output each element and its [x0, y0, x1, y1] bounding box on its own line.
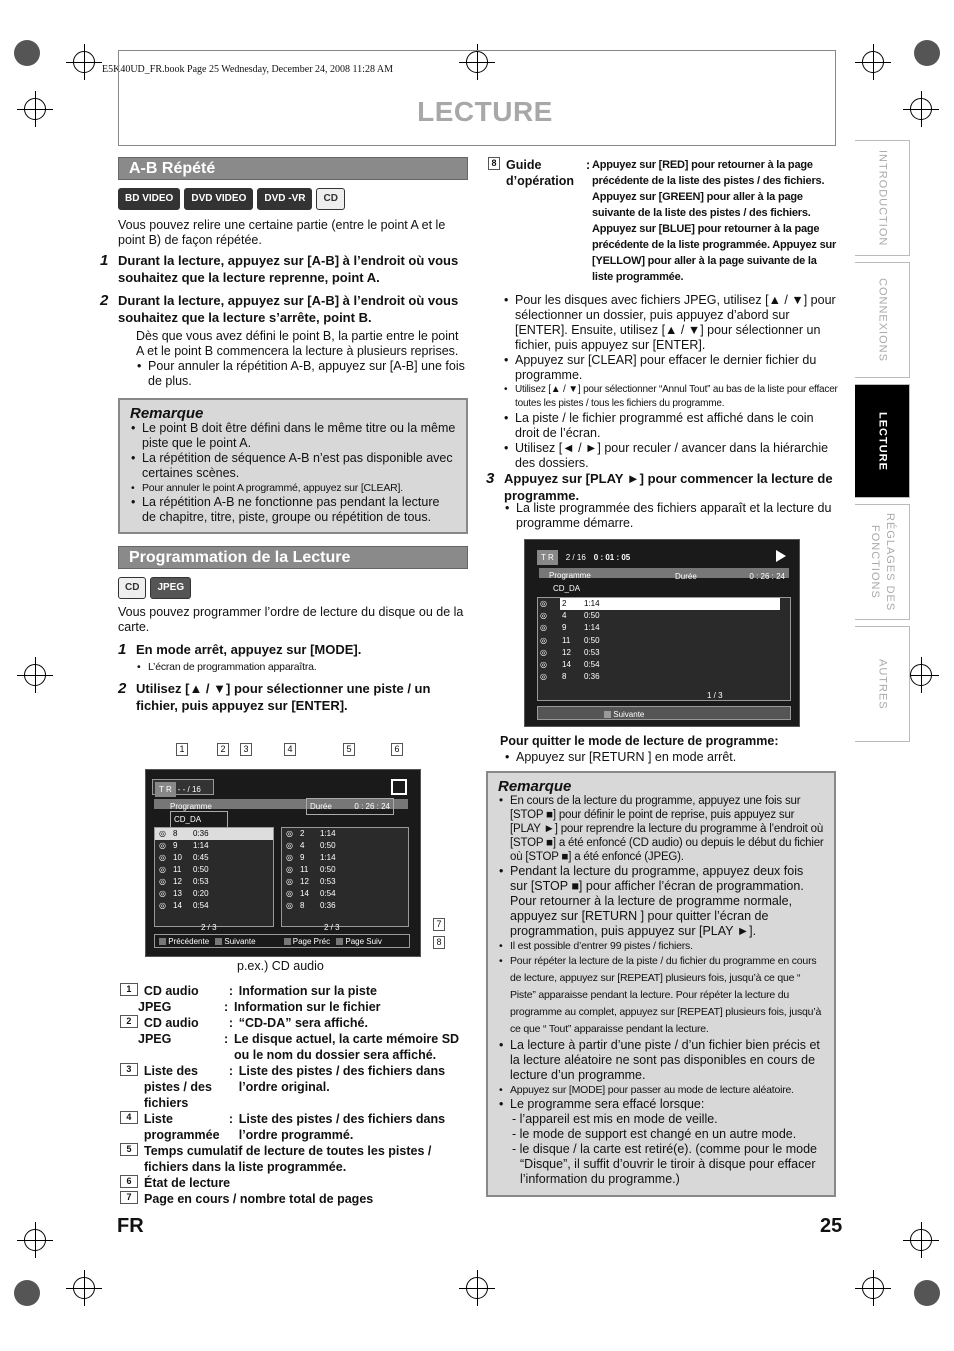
step-text: Durant la lecture, appuyez sur [A-B] à l’endroit où vous souhaitez que la lecture s’arrête, point B.	[118, 293, 459, 325]
registration-dot	[914, 1280, 940, 1306]
track-time: 0:36	[320, 901, 336, 910]
disc-icon: ◎	[286, 877, 293, 886]
list-item[interactable]	[155, 828, 273, 840]
track-number: 13	[173, 889, 182, 898]
track-number: 2	[560, 598, 584, 610]
guide-legend	[488, 157, 840, 285]
language-label: FR	[117, 1215, 144, 1237]
legend-value: Information sur la piste	[238, 984, 377, 998]
disc-icon: ◎	[540, 672, 547, 682]
section-prog-heading: Programmation de la Lecture	[118, 546, 468, 569]
colon: :	[228, 1064, 233, 1078]
disc-icon: ◎	[286, 889, 293, 898]
page-title: LECTURE	[417, 96, 553, 127]
list-item[interactable]	[538, 671, 790, 683]
step-number: 2	[118, 680, 127, 697]
jpeg-icon: JPEG	[150, 577, 191, 599]
track-list-left[interactable]	[154, 827, 274, 927]
colon: :	[228, 1112, 233, 1126]
list-item[interactable]	[282, 840, 408, 852]
legend-key: JPEG	[138, 1000, 172, 1014]
remark-subitem: - le disque / la carte est retiré(e). (comme pour le mode “Disque”, il suffit d’ouvrir le tiroir à disque pour effacer l’information du programme.)	[512, 1142, 817, 1186]
duree-value: 0 : 26 : 24	[749, 572, 785, 581]
programme-label: Programme	[170, 802, 212, 811]
list-item[interactable]	[538, 659, 790, 671]
track-number: 2	[300, 829, 305, 838]
track-time: 0:54	[584, 659, 600, 669]
disc-icon: ◎	[286, 841, 293, 850]
step-text: Appuyez sur [PLAY ►] pour commencer la lecture de programme.	[504, 471, 833, 503]
bullet: • La piste / le fichier programmé est affiché dans le coin droit de l’écran.	[503, 411, 838, 441]
ab-step2-bullet: • Pour annuler la répétition A-B, appuyez sur [A-B] une fois de plus.	[136, 359, 468, 389]
ab-intro: Vous pouvez relire une certaine partie (entre le point A et le point B) de façon répétée.	[118, 218, 446, 247]
prog-step2	[118, 680, 468, 714]
track-number: 4	[562, 611, 567, 621]
list-item[interactable]	[155, 876, 273, 888]
callout-number: 6	[120, 1175, 138, 1188]
track-time: 0:53	[320, 877, 336, 886]
remark-box-1	[118, 398, 468, 534]
track-time: 0:50	[320, 865, 336, 874]
colon: :	[586, 158, 591, 172]
track-number: 14	[300, 889, 309, 898]
guide-key: Guide d’opération	[506, 158, 575, 188]
callout-3: 3	[240, 743, 252, 756]
bullet: • Utilisez [◄ / ►] pour reculer / avancer dans la hiérarchie des dossiers.	[503, 441, 838, 471]
remark-item: • En cours de la lecture du programme, appuyez une fois sur [STOP ■] pour définir le point de reprise, puis appuyez sur [PLAY ►] pour reprendre la lecture du programme à l’endroit où [STOP ■] a été enfoncé (CD audio) ou depuis le début du fichier où [STOP ■] a été enfoncé (JPEG).	[498, 794, 824, 864]
callout-number: 1	[120, 983, 138, 996]
registration-dot	[14, 40, 40, 66]
callout-8: 8	[433, 936, 445, 949]
play-state-icon	[776, 550, 786, 562]
callout-number	[120, 999, 138, 1015]
track-time: 1:14	[584, 623, 600, 633]
list-item[interactable]	[538, 635, 790, 647]
disc-icon: ◎	[286, 853, 293, 862]
dvd-vr-icon: DVD -VR	[257, 188, 312, 210]
quit-text: Appuyez sur [RETURN ] en mode arrêt.	[516, 750, 737, 764]
crop-mark	[910, 664, 932, 686]
step-text: Durant la lecture, appuyez sur [A-B] à l’endroit où vous souhaitez que la lecture reprenne, point A.	[118, 253, 459, 285]
track-time: 0:53	[193, 877, 209, 886]
duree-value: 0 : 26 : 24	[354, 802, 390, 811]
track-number: 12	[562, 647, 571, 657]
list-item[interactable]	[155, 888, 273, 900]
step-number: 3	[486, 470, 495, 487]
dvd-video-icon: DVD VIDEO	[184, 188, 253, 210]
colon: :	[228, 984, 233, 998]
tr-value: - - / 16	[177, 785, 201, 794]
tab-autres[interactable]: AUTRES	[855, 626, 910, 742]
callout-4: 4	[284, 743, 296, 756]
list-item[interactable]	[155, 852, 273, 864]
ab-step2-text: Dès que vous avez défini le point B, la partie entre le point A et le point B commencera la lecture à plusieurs reprises.	[136, 329, 459, 358]
track-time: 0:45	[193, 853, 209, 862]
callouts-top	[176, 743, 416, 757]
legend-key: Liste programmée	[143, 1112, 220, 1142]
track-time: 0:50	[584, 635, 600, 645]
remark-subitem: - l’appareil est mis en mode de veille.	[512, 1112, 718, 1126]
legend-item	[120, 1111, 476, 1143]
callout-5: 5	[343, 743, 355, 756]
track-time: 1:14	[320, 853, 336, 862]
remark-item: • Pour annuler le point A programmé, appuyez sur [CLEAR].	[130, 481, 456, 495]
callout-1: 1	[176, 743, 188, 756]
page-left: 2 / 3	[201, 923, 217, 932]
callout-7: 7	[433, 918, 445, 931]
list-item[interactable]	[538, 610, 790, 622]
legend-value: Liste des pistes / des fichiers dans l’ordre original.	[238, 1064, 446, 1094]
program-list[interactable]	[537, 597, 791, 701]
prev-button[interactable]: Précédente	[159, 934, 209, 949]
bullet: • Appuyez sur [CLEAR] pour effacer le dernier fichier du programme.	[503, 353, 838, 383]
legend-item	[120, 1063, 476, 1111]
list-item[interactable]	[155, 840, 273, 852]
prog-step1-bullet: • L’écran de programmation apparaîtra.	[136, 660, 468, 674]
list-item[interactable]	[538, 598, 790, 610]
screen-caption: p.ex.) CD audio	[237, 959, 324, 973]
legend-value: Page en cours / nombre total de pages	[144, 1192, 374, 1206]
disc-icon: ◎	[540, 611, 547, 621]
cd-icon: CD	[118, 577, 146, 599]
quit-heading: Pour quitter le mode de lecture de programme:	[500, 734, 779, 748]
tr-label: T R	[155, 782, 176, 797]
tab-lecture[interactable]: LECTURE	[855, 384, 910, 498]
track-number: 12	[173, 877, 182, 886]
page-next-button[interactable]: Page Suiv	[336, 934, 382, 949]
step-number: 1	[118, 641, 127, 658]
crop-mark	[910, 98, 932, 120]
cdda-label: CD_DA	[553, 584, 581, 593]
remark-item: • Pendant la lecture du programme, appuyez deux fois sur [STOP ■] pour afficher l’écran de programmation. Pour retourner à la lecture de programme normale, appuyez sur [RETURN ] pour quitter l’écran de programmation, puis appuyez sur [PLAY ►].	[498, 864, 824, 939]
track-time: 0:36	[584, 672, 600, 682]
track-number: 4	[300, 841, 305, 850]
callout-number	[120, 1031, 138, 1063]
callout-number: 3	[120, 1063, 138, 1076]
status-line	[537, 550, 630, 565]
left-column	[100, 157, 468, 714]
cd-icon: CD	[316, 188, 344, 210]
track-number: 8	[173, 829, 178, 838]
tr-label: T R	[537, 550, 558, 565]
list-item[interactable]	[282, 900, 408, 912]
page-right: 2 / 3	[324, 923, 340, 932]
remark-item: • Le point B doit être défini dans le même titre ou la même piste que le point A.	[130, 421, 456, 451]
registration-dot	[14, 1280, 40, 1306]
next-button[interactable]	[537, 706, 791, 720]
track-time: 0:36	[193, 829, 209, 838]
legend-item	[120, 1031, 476, 1063]
disc-icon: ◎	[159, 853, 166, 862]
track-number: 11	[562, 635, 571, 645]
step-text: Utilisez [▲ / ▼] pour sélectionner une piste / un fichier, puis appuyez sur [ENTER].	[136, 681, 431, 713]
colon: :	[228, 1016, 233, 1030]
legend-value: Information sur le fichier	[234, 1000, 381, 1014]
legend-value: Le disque actuel, la carte mémoire SD ou le nom du dossier sera affiché.	[234, 1032, 460, 1062]
crop-mark	[24, 98, 46, 120]
legend-value: État de lecture	[144, 1176, 231, 1190]
list-item[interactable]	[155, 864, 273, 876]
track-time: 0:54	[320, 889, 336, 898]
remark-heading: Remarque	[498, 778, 572, 795]
track-time: 0:50	[584, 611, 600, 621]
remark-item: • Le programme sera effacé lorsque:	[498, 1097, 824, 1112]
legend-item	[120, 983, 476, 999]
list-item[interactable]	[282, 852, 408, 864]
list-item[interactable]	[282, 828, 408, 840]
track-time: 1:14	[193, 841, 209, 850]
track-number: 14	[562, 659, 571, 669]
remark-item: • Il est possible d’entrer 99 pistes / fichiers.	[498, 939, 824, 953]
track-number: 12	[300, 877, 309, 886]
disc-icon: ◎	[159, 889, 166, 898]
legend-item	[120, 1175, 476, 1191]
legend-value: Temps cumulatif de lecture de toutes les pistes / fichiers dans la liste programmée.	[144, 1144, 432, 1174]
cdda-label: CD_DA	[170, 811, 228, 828]
tab-reglages[interactable]: RÉGLAGES DES FONCTIONS	[855, 504, 910, 620]
program-playback-screen	[524, 539, 800, 727]
crop-mark	[466, 1277, 488, 1299]
prog-intro: Vous pouvez programmer l’ordre de lecture du disque ou de la carte.	[118, 605, 464, 634]
list-item[interactable]	[155, 900, 273, 912]
track-indicator	[152, 779, 214, 795]
step-number: 1	[100, 252, 109, 269]
tab-connexions[interactable]: CONNEXIONS	[855, 262, 910, 378]
bullet: • Pour les disques avec fichiers JPEG, utilisez [▲ / ▼] pour sélectionner un dossier, puis appuyez d’abord sur [ENTER]. Ensuite, utilisez [▲ / ▼] pour sélectionner un fichier, puis appuyez sur [ENTER].	[503, 293, 838, 353]
registration-dot	[914, 40, 940, 66]
colon: :	[224, 1000, 229, 1014]
disc-icon: ◎	[286, 901, 293, 910]
ab-step1	[100, 252, 468, 286]
callout-8: 8	[488, 157, 500, 170]
crop-mark	[73, 1277, 95, 1299]
total-duration	[306, 798, 394, 815]
disc-icons	[118, 188, 468, 212]
colon: :	[224, 1032, 229, 1046]
disc-icon: ◎	[159, 829, 166, 838]
track-number: 10	[173, 853, 182, 862]
track-number: 11	[300, 865, 309, 874]
remark-subitem: - le mode de support est changé en un autre mode.	[512, 1127, 797, 1141]
disc-icons	[118, 577, 468, 601]
callout-6: 6	[391, 743, 403, 756]
legend-item	[120, 1143, 476, 1175]
track-number: 8	[300, 901, 305, 910]
side-tabs	[855, 140, 911, 742]
legend-item	[120, 1015, 476, 1031]
duree-label: Durée	[310, 802, 332, 811]
remark-heading: Remarque	[130, 405, 204, 422]
stop-state-icon	[391, 779, 407, 795]
remark-item: • Pour répéter la lecture de la piste / du fichier du programme en cours de lecture, appuyez sur [REPEAT] plusieurs fois, jusqu’à ce que “ Piste” apparaisse pendant la lecture. Pour répéter la lecture du programme au complet, appuyez sur [REPEAT] plusieurs fois, jusqu’à ce que “ Tout” apparaisse pendant la lecture.	[498, 953, 824, 1038]
list-item[interactable]	[538, 647, 790, 659]
callout-number: 7	[120, 1191, 138, 1204]
guide-value: Appuyez sur [RED] pour retourner à la page précédente de la liste des pistes / des fichiers. Appuyez sur [GREEN] pour aller à la page suivante de la liste des pistes / des fichiers. Appuyez sur [BLUE] pour retourner à la page précédente de la liste programmée. Appuyez sur [YELLOW] pour aller à la page suivante de la liste programmée.	[592, 159, 837, 283]
program-list-right[interactable]	[281, 827, 409, 927]
remark-item: • La répétition de séquence A-B n’est pas disponible avec certaines scènes.	[130, 451, 456, 481]
list-item[interactable]	[538, 622, 790, 634]
track-time: 0:53	[584, 647, 600, 657]
legend-key: Liste des pistes / des fichiers	[143, 1064, 212, 1110]
track-number: 9	[173, 841, 178, 850]
legend-key: CD audio	[143, 1016, 199, 1030]
page-indicator: 1 / 3	[707, 691, 723, 700]
duree-label: Durée	[675, 572, 697, 581]
step-text: En mode arrêt, appuyez sur [MODE].	[136, 642, 362, 657]
list-item[interactable]	[282, 888, 408, 900]
track-time: 0:54	[193, 901, 209, 910]
total-duration	[675, 569, 785, 584]
legend-value: Liste des pistes / des fichiers dans l’ordre programmé.	[238, 1112, 446, 1142]
crop-mark	[24, 1229, 46, 1251]
track-number: 9	[562, 623, 567, 633]
section-ab-heading: A-B Répété	[118, 157, 468, 180]
next-label: Suivante	[613, 710, 645, 719]
programme-label: Programme	[549, 571, 591, 580]
page-number: 25	[820, 1215, 843, 1237]
track-time: 0:50	[193, 865, 209, 874]
bullet: • Utilisez [▲ / ▼] pour sélectionner “Annul Tout” au bas de la liste pour effacer toutes les pistes / tous les fichiers du programme.	[503, 383, 838, 411]
callout-number: 2	[120, 1015, 138, 1028]
quit-bullet	[504, 750, 830, 765]
next-button[interactable]: Suivante	[215, 934, 255, 949]
ab-step2	[100, 292, 468, 326]
callout-number: 5	[120, 1143, 138, 1156]
step3	[486, 470, 834, 504]
crop-mark	[24, 664, 46, 686]
disc-icon: ◎	[159, 901, 166, 910]
track-time: 0:50	[320, 841, 336, 850]
program-screen-example	[145, 769, 421, 957]
right-bullets	[503, 293, 838, 471]
legend-key: JPEG	[138, 1032, 172, 1046]
callout-number: 4	[120, 1111, 138, 1124]
tab-introduction[interactable]: INTRODUCTION	[855, 140, 910, 256]
tr-value: 2 / 16	[565, 553, 586, 562]
disc-icon: ◎	[540, 635, 547, 645]
legend-item	[120, 1191, 476, 1207]
disc-icon: ◎	[286, 829, 293, 838]
step3-bullet: • La liste programmée des fichiers apparaît et la lecture du programme démarre.	[504, 501, 834, 531]
disc-icon: ◎	[540, 647, 547, 657]
disc-icon: ◎	[540, 623, 547, 633]
list-item[interactable]	[282, 876, 408, 888]
guide-bar	[154, 934, 410, 948]
step-number: 2	[100, 292, 109, 309]
crop-mark	[73, 51, 95, 73]
list-item[interactable]	[282, 864, 408, 876]
file-info: E5K40UD_FR.book Page 25 Wednesday, December 24, 2008 11:28 AM	[102, 64, 394, 75]
legend-item	[120, 999, 476, 1015]
remark-item: • Appuyez sur [MODE] pour passer au mode de lecture aléatoire.	[498, 1083, 824, 1097]
page-prev-button[interactable]: Page Préc	[284, 934, 331, 949]
track-number: 9	[300, 853, 305, 862]
callout-2: 2	[217, 743, 229, 756]
track-number: 8	[562, 672, 567, 682]
legend-key: CD audio	[143, 984, 199, 998]
legend	[120, 983, 476, 1207]
disc-icon: ◎	[540, 599, 547, 608]
track-number: 14	[173, 901, 182, 910]
remark-item: • La répétition A-B ne fonctionne pas pendant la lecture de chapitre, titre, piste, groupe ou répétition de tous.	[130, 495, 456, 525]
bd-video-icon: BD VIDEO	[118, 188, 180, 210]
track-time: 1:14	[584, 598, 780, 610]
elapsed-time: 0 : 01 : 05	[593, 553, 631, 562]
remark-box-2	[486, 771, 836, 1197]
track-number: 11	[173, 865, 182, 874]
crop-mark	[910, 1229, 932, 1251]
track-time: 1:14	[320, 829, 336, 838]
disc-icon: ◎	[159, 877, 166, 886]
disc-icon: ◎	[159, 865, 166, 874]
prog-step1	[118, 641, 468, 658]
track-time: 0:20	[193, 889, 209, 898]
disc-icon: ◎	[159, 841, 166, 850]
disc-icon: ◎	[286, 865, 293, 874]
disc-icon: ◎	[540, 659, 547, 669]
remark-item: • La lecture à partir d’une piste / d’un fichier bien précis et la lecture aléatoire ne sont pas disponibles en cours de lecture d’un programme.	[498, 1038, 824, 1083]
crop-mark	[862, 1277, 884, 1299]
quit-section	[500, 733, 830, 765]
legend-value: “CD-DA” sera affiché.	[238, 1016, 368, 1030]
crop-mark	[862, 51, 884, 73]
